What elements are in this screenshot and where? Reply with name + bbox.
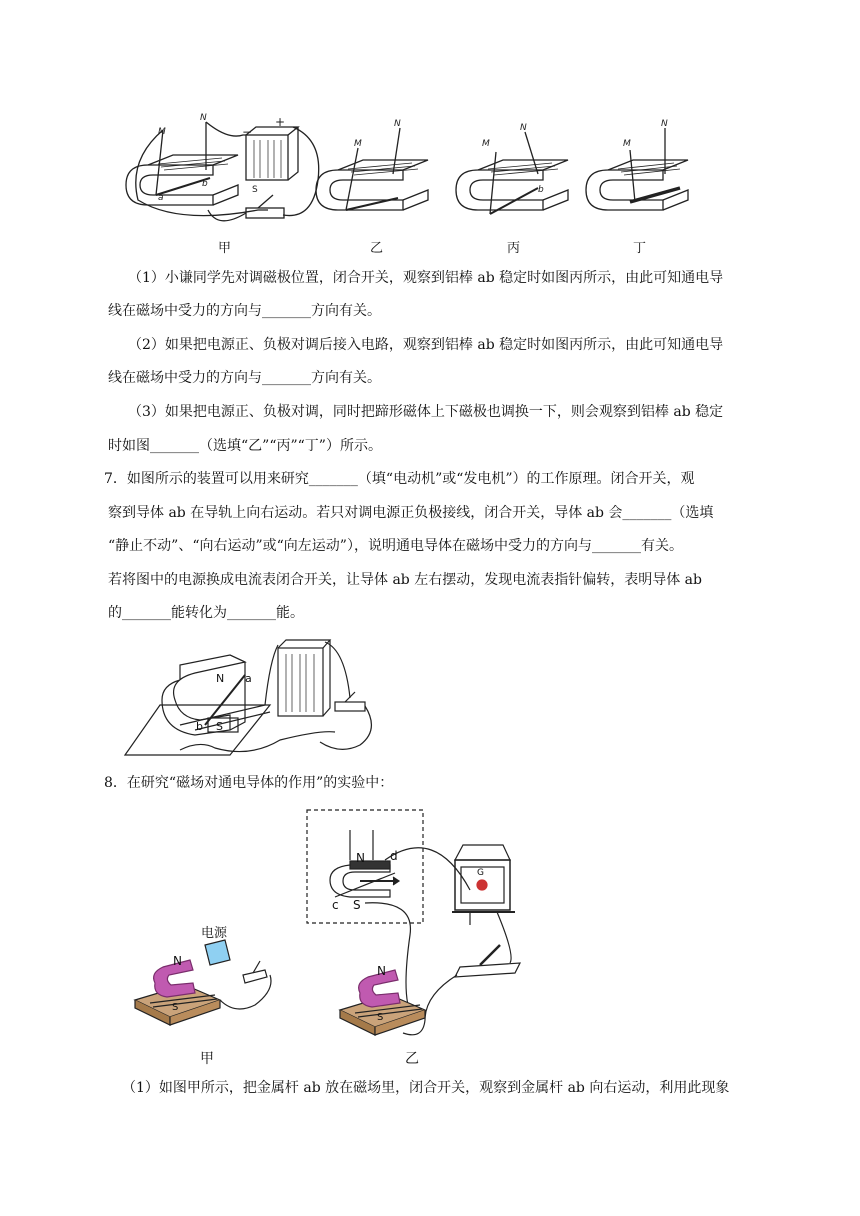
label-N-yi: N [394, 119, 401, 129]
q7-label-a: a [245, 672, 252, 685]
label-N-ding: N [661, 119, 668, 129]
q6-p2-line2: 线在磁场中受力的方向与_______方向有关。 [108, 370, 381, 386]
label-a-jia: a [158, 193, 164, 203]
label-M-jia: M [158, 127, 166, 137]
q8-label-N-box: N [356, 851, 365, 865]
caption-ding: 丁 [633, 241, 647, 256]
q7-label-S: S [216, 720, 223, 733]
q7-line5: 的_______能转化为_______能。 [108, 605, 304, 621]
caption-yi: 乙 [370, 241, 384, 256]
label-S-jia: S [252, 185, 258, 195]
q7-label-b: b [196, 720, 203, 733]
q8-label-d: d [390, 849, 398, 863]
label-N-bing: N [520, 123, 527, 133]
q8-label-power: 电源 [201, 926, 228, 941]
q6-p3-line2: 时如图_______（选填“乙”“丙”“丁”）所示。 [108, 438, 382, 454]
label-b-bing: b [538, 185, 544, 195]
label-M-yi: M [354, 139, 362, 149]
q8-label-S-box: S [353, 898, 361, 912]
label-plus: + [275, 115, 286, 129]
caption-bing: 丙 [507, 241, 521, 256]
q7-line3: “静止不动”、“向右运动”或“向左运动”），说明通电导体在磁场中受力的方向与_______有关。 [108, 538, 683, 554]
q6-p1-line2: 线在磁场中受力的方向与_______方向有关。 [108, 303, 381, 319]
q8-label-G: G [477, 868, 484, 878]
q8-title: 8．在研究“磁场对通电导体的作用”的实验中： [104, 775, 394, 791]
label-M-ding: M [623, 139, 631, 149]
q8-caption-yi: 乙 [405, 1051, 419, 1067]
q8-label-c: c [332, 898, 339, 912]
figure-motor-setup [120, 630, 380, 760]
label-b-jia: b [202, 179, 208, 189]
figure-generator-setup [125, 805, 535, 1070]
q7-line4: 若将图中的电源换成电流表闭合开关，让导体 ab 左右摆动，发现电流表指针偏转，表明导体 ab [108, 572, 702, 588]
label-minus: − [242, 125, 253, 139]
q7-line1: 7．如图所示的装置可以用来研究_______（填“电动机”或“发电机”）的工作原理。闭合开关，观 [104, 471, 695, 487]
q8-label-N-jia: N [173, 954, 182, 968]
q8-label-S-yi: S [377, 1012, 384, 1023]
q8-caption-jia: 甲 [200, 1051, 214, 1067]
q7-label-N: N [216, 672, 225, 685]
q7-line2: 察到导体 ab 在导轨上向右运动。若只对调电源正负极接线，闭合开关，导体 ab 会_______（选填 [108, 505, 714, 521]
q8-label-S-jia: S [172, 1002, 179, 1013]
q6-p2-line1: （2）如果把电源正、负极对调后接入电路，观察到铝棒 ab 稳定时如图丙所示，由此可知通电导 [128, 337, 724, 353]
figure-magnet-setups [118, 110, 708, 260]
q8-p1: （1）如图甲所示，把金属杆 ab 放在磁场里，闭合开关，观察到金属杆 ab 向右运动，利用此现象 [122, 1080, 730, 1096]
label-N-jia: N [200, 113, 207, 123]
caption-jia: 甲 [218, 241, 232, 256]
q6-p3-line1: （3）如果把电源正、负极对调，同时把蹄形磁体上下磁极也调换一下，则会观察到铝棒 ab 稳定 [128, 404, 724, 420]
q6-p1-line1: （1）小谦同学先对调磁极位置，闭合开关，观察到铝棒 ab 稳定时如图丙所示，由此可知通电导 [128, 270, 724, 286]
q8-label-N-yi: N [377, 964, 386, 978]
label-M-bing: M [482, 139, 490, 149]
